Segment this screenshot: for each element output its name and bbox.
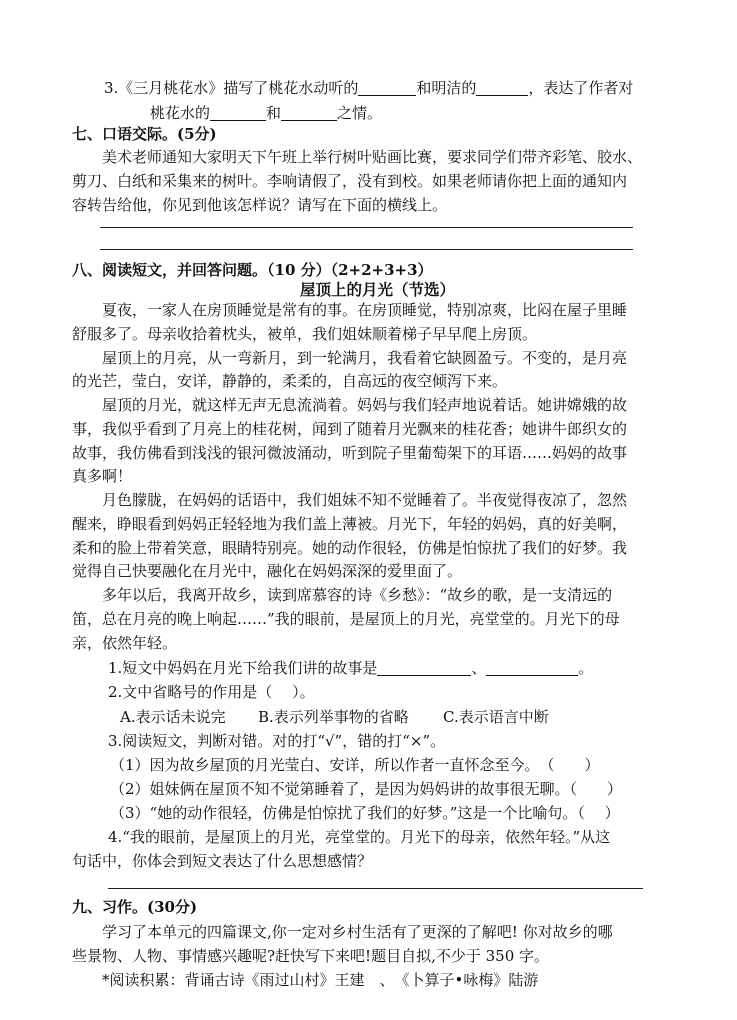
sec6-q3-line2: 桃花水的 和 之情。 [150, 104, 383, 122]
question-2-option-a[interactable]: A.表示话未说完 [120, 708, 226, 726]
answer-blank[interactable] [281, 104, 337, 121]
sec9-text-line: 些景物、人物、事情感兴趣呢?赶快写下来吧!题目自拟,不少于 350 字。 [72, 947, 550, 965]
sec6-q3-line1: 3.《三月桃花水》描写了桃花水动听的 和明洁的 ，表达了作者对 [104, 79, 634, 97]
question-3-item[interactable]: （2）姐妹俩在屋顶不知不觉第睡着了，是因为妈妈讲的故事很无聊。（ ） [110, 780, 623, 798]
sec7-text-line: 剪刀、白纸和采集来的树叶。李响请假了，没有到校。如果老师请你把上面的通知内 [72, 172, 628, 190]
passage-line: 屋顶的月光，就这样无声无息流淌着。妈妈与我们轻声地说着话。她讲嫦娥的故 [102, 396, 628, 414]
answer-line[interactable] [100, 249, 633, 250]
passage-line: 事，我似乎看到了月亮上的桂花树，闻到了随着月光飘来的桂花香；她讲牛郎织女的 [72, 420, 628, 438]
passage-line: 故事，我仿佛看到浅浅的银河微波涌动，听到院子里葡萄架下的耳语……妈妈的故事 [72, 444, 628, 462]
passage-line: 月色朦胧，在妈妈的话语中，我们姐妹不知不觉睡着了。半夜觉得夜凉了，忽然 [102, 491, 628, 509]
passage-line: 多年以后，我离开故乡，读到席慕容的诗《乡愁》：“故乡的歌，是一支清远的 [102, 586, 613, 604]
answer-blank[interactable] [476, 79, 528, 96]
sec7-heading: 七、口语交际。(5分) [72, 125, 217, 143]
sec9-text-line: 学习了本单元的四篇课文,你一定对乡村生活有了更深的了解吧! 你对故乡的哪 [102, 923, 613, 941]
answer-line[interactable] [100, 227, 633, 228]
passage-line: 醒来，睁眼看到妈妈正轻轻地为我们盖上薄被。月光下，年轻的妈妈，真的好美啊， [72, 515, 628, 533]
sec9-heading: 九、习作。(30分) [72, 898, 198, 916]
sec8-heading: 八、阅读短文，并回答问题。（10 分）（2+2+3+3） [72, 261, 433, 279]
passage-line: 舒服多了。母亲收拾着枕头，被单，我们姐妹顺着梯子早早爬上房顶。 [72, 325, 538, 343]
answer-line[interactable] [108, 888, 643, 889]
passage-line: 亲，依然年轻。 [72, 634, 178, 652]
passage-title: 屋顶上的月光（节选） [300, 280, 456, 299]
question-3-item[interactable]: （3）“她的动作很轻，仿佛是怕惊扰了我们的好梦。”这是一个比喻句。（ ） [110, 804, 620, 822]
question-2-option-b[interactable]: B.表示列举事物的省略 [258, 708, 409, 726]
question-3-item[interactable]: （1）因为故乡屋顶的月光莹白、安详，所以作者一直怀念至今。 （ ） [110, 756, 600, 774]
answer-blank[interactable] [377, 659, 471, 676]
answer-blank[interactable] [486, 659, 578, 676]
sec7-text-line: 美术老师通知大家明天下午班上举行树叶贴画比赛，要求同学们带齐彩笔、胶水、 [102, 148, 643, 166]
answer-blank[interactable] [210, 104, 266, 121]
sec9-text-line: *阅读积累：背诵古诗《雨过山村》王建 、 《卜算子•咏梅》陆游 [102, 971, 539, 989]
question-2: 2.文中省略号的作用是（ ）。 [108, 683, 315, 701]
question-2-option-c[interactable]: C.表示语言中断 [443, 708, 549, 726]
question-3: 3.阅读短文，判断对错。对的打“√”，错的打“×”。 [108, 732, 446, 750]
passage-line: 夏夜，一家人在房顶睡觉是常有的事。在房顶睡觉，特别凉爽，比闷在屋子里睡 [102, 301, 628, 319]
passage-line: 真多啊！ [72, 467, 133, 485]
passage-line: 柔和的脸上带着笑意，眼睛特别亮。她的动作很轻，仿佛是怕惊扰了我们的好梦。我 [72, 539, 628, 557]
passage-line: 觉得自己快要融化在月光中，融化在妈妈深深的爱里面了。 [72, 562, 463, 580]
passage-line: 屋顶上的月亮，从一弯新月，到一轮满月，我看着它缺圆盈亏。不变的，是月亮 [102, 349, 628, 367]
answer-blank[interactable] [358, 79, 416, 96]
question-1: 1.短文中妈妈在月光下给我们讲的故事是 、 。 [108, 659, 594, 677]
passage-line: 的光芒，莹白，安详，静静的，柔柔的，自高远的夜空倾泻下来。 [72, 372, 508, 390]
sec7-text-line: 容转告给他，你见到他该怎样说？请写在下面的横线上。 [72, 196, 448, 214]
passage-line: 笛，总在月亮的晚上响起……”我的眼前，是屋顶上的月光，亮堂堂的。月光下的母 [72, 610, 620, 628]
question-4-line2: 句话中，你体会到短文表达了什么思想感情？ [72, 852, 373, 870]
question-4-line1: 4.“我的眼前，是屋顶上的月光，亮堂堂的。月光下的母亲，依然年轻。”从这 [108, 828, 611, 846]
